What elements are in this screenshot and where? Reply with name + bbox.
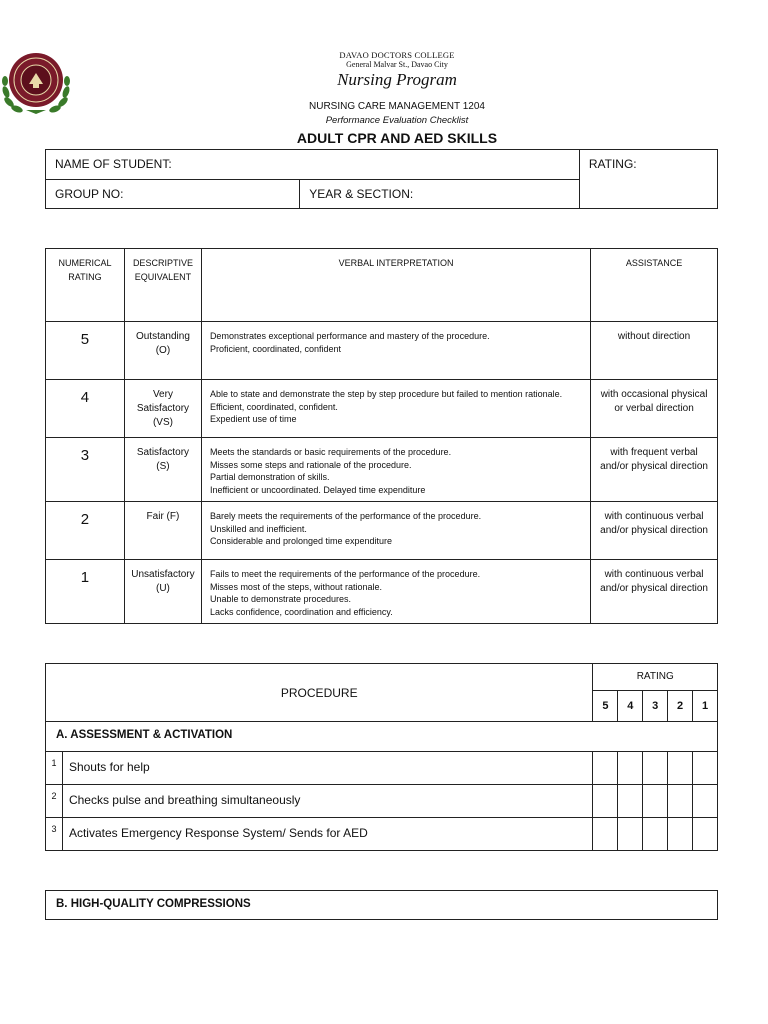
rating-assistance: with frequent verbal and/or physical direction bbox=[591, 438, 718, 502]
rating-checkbox-5[interactable] bbox=[593, 752, 618, 785]
rating-scale-table bbox=[45, 248, 718, 624]
rating-checkbox-5[interactable] bbox=[593, 818, 618, 851]
interpretation-line: Proficient, coordinated, confident bbox=[209, 343, 342, 354]
section-b-table bbox=[45, 890, 718, 920]
verbal-interpretation-header: VERBAL INTERPRETATION bbox=[201, 249, 590, 322]
procedure-row bbox=[46, 752, 718, 785]
procedure-number: 1 bbox=[46, 752, 63, 785]
interpretation-line: Lacks confidence, coordination and efficiency. bbox=[209, 606, 393, 617]
procedure-table bbox=[45, 663, 718, 851]
section-a-header: A. ASSESSMENT & ACTIVATION bbox=[46, 722, 718, 752]
checklist-subtitle: Performance Evaluation Checklist bbox=[325, 115, 469, 126]
interpretation-line: Partial demonstration of skills. bbox=[209, 472, 330, 482]
interpretation-line: Meets the standards or basic requirements of the procedure. bbox=[209, 447, 452, 457]
interpretation-line: Considerable and prolonged time expenditure bbox=[209, 536, 393, 546]
rating-number: 3 bbox=[46, 438, 125, 502]
procedure-text: Checks pulse and breathing simultaneously bbox=[62, 785, 593, 818]
procedure-row bbox=[46, 785, 718, 818]
procedure-text: Activates Emergency Response System/ Sends for AED bbox=[62, 818, 593, 851]
rating-number: 1 bbox=[46, 560, 125, 624]
rating-checkbox-2[interactable] bbox=[668, 785, 693, 818]
college-seal-logo bbox=[0, 48, 72, 116]
rating-number: 5 bbox=[46, 322, 125, 380]
procedure-header: PROCEDURE bbox=[46, 664, 593, 722]
rating-checkbox-3[interactable] bbox=[643, 752, 668, 785]
rating-interpretation bbox=[201, 560, 590, 624]
rating-checkbox-3[interactable] bbox=[643, 785, 668, 818]
rating-checkbox-2[interactable] bbox=[668, 818, 693, 851]
rating-col-4: 4 bbox=[618, 691, 643, 722]
rating-interpretation bbox=[201, 322, 590, 380]
procedure-number: 3 bbox=[46, 818, 63, 851]
rating-number: 2 bbox=[46, 502, 125, 560]
interpretation-line: Demonstrates exceptional performance and mastery of the procedure. bbox=[209, 331, 490, 341]
year-section-field[interactable] bbox=[300, 180, 580, 209]
rating-descriptor: Outstanding (O) bbox=[124, 322, 201, 380]
interpretation-line: Able to state and demonstrate the step by step procedure but failed to mention rationale. Efficient, coordinated, confident. bbox=[209, 389, 563, 412]
rating-checkbox-2[interactable] bbox=[668, 752, 693, 785]
rating-row bbox=[46, 502, 718, 560]
rating-column-header: RATING bbox=[593, 664, 718, 691]
group-no-field[interactable] bbox=[46, 180, 300, 209]
rating-col-1: 1 bbox=[693, 691, 718, 722]
rating-field[interactable] bbox=[579, 150, 717, 209]
rating-checkbox-5[interactable] bbox=[593, 785, 618, 818]
rating-assistance: with occasional physical or verbal direction bbox=[591, 380, 718, 438]
descriptive-equivalent-header: DESCRIPTIVE EQUIVALENT bbox=[124, 249, 201, 322]
rating-checkbox-1[interactable] bbox=[693, 752, 718, 785]
year-section-label: YEAR & SECTION: bbox=[309, 187, 414, 201]
rating-assistance: with continuous verbal and/or physical direction bbox=[591, 560, 718, 624]
rating-row bbox=[46, 380, 718, 438]
interpretation-line: Inefficient or uncoordinated. Delayed time expenditure bbox=[209, 484, 426, 495]
rating-interpretation bbox=[201, 380, 590, 438]
interpretation-line: Fails to meet the requirements of the performance of the procedure. bbox=[209, 569, 481, 579]
rating-descriptor: Unsatisfactory (U) bbox=[124, 560, 201, 624]
rating-scale-header-row bbox=[46, 249, 718, 322]
interpretation-line: Misses some steps and rationale of the procedure. bbox=[209, 459, 412, 470]
numerical-rating-header: NUMERICAL RATING bbox=[46, 249, 125, 322]
interpretation-line: Unskilled and inefficient. bbox=[209, 523, 307, 534]
student-info-table bbox=[45, 149, 718, 209]
procedure-text: Shouts for help bbox=[62, 752, 593, 785]
rating-checkbox-4[interactable] bbox=[618, 818, 643, 851]
interpretation-line: Barely meets the requirements of the performance of the procedure. bbox=[209, 511, 482, 521]
college-name: DAVAO DOCTORS COLLEGE bbox=[339, 50, 455, 60]
rating-checkbox-1[interactable] bbox=[693, 785, 718, 818]
student-name-field[interactable] bbox=[46, 150, 580, 180]
rating-col-3: 3 bbox=[643, 691, 668, 722]
rating-row bbox=[46, 560, 718, 624]
rating-descriptor: Fair (F) bbox=[124, 502, 201, 560]
rating-checkbox-1[interactable] bbox=[693, 818, 718, 851]
interpretation-line: Expedient use of time bbox=[209, 414, 297, 424]
rating-assistance: without direction bbox=[591, 322, 718, 380]
rating-interpretation bbox=[201, 502, 590, 560]
rating-label: RATING: bbox=[588, 157, 637, 171]
section-b-header: B. HIGH-QUALITY COMPRESSIONS bbox=[46, 891, 718, 920]
college-address: General Malvar St., Davao City bbox=[346, 60, 448, 69]
program-name: Nursing Program bbox=[337, 70, 457, 89]
rating-descriptor: Satisfactory (S) bbox=[124, 438, 201, 502]
assistance-header: ASSISTANCE bbox=[591, 249, 718, 322]
rating-col-2: 2 bbox=[668, 691, 693, 722]
interpretation-line: Misses most of the steps, without rationale. bbox=[209, 581, 383, 592]
rating-assistance: with continuous verbal and/or physical direction bbox=[591, 502, 718, 560]
rating-checkbox-4[interactable] bbox=[618, 785, 643, 818]
student-name-label: NAME OF STUDENT: bbox=[55, 157, 172, 171]
rating-interpretation bbox=[201, 438, 590, 502]
rating-row bbox=[46, 322, 718, 380]
rating-row bbox=[46, 438, 718, 502]
rating-col-5: 5 bbox=[593, 691, 618, 722]
course-title: NURSING CARE MANAGEMENT 1204 bbox=[309, 101, 485, 112]
group-no-label: GROUP NO: bbox=[55, 187, 124, 201]
rating-descriptor: Very Satisfactory (VS) bbox=[124, 380, 201, 438]
procedure-number: 2 bbox=[46, 785, 63, 818]
rating-number: 4 bbox=[46, 380, 125, 438]
document-title: ADULT CPR AND AED SKILLS bbox=[296, 130, 498, 146]
rating-checkbox-3[interactable] bbox=[643, 818, 668, 851]
procedure-row bbox=[46, 818, 718, 851]
rating-checkbox-4[interactable] bbox=[618, 752, 643, 785]
interpretation-line: Unable to demonstrate procedures. bbox=[209, 594, 352, 604]
